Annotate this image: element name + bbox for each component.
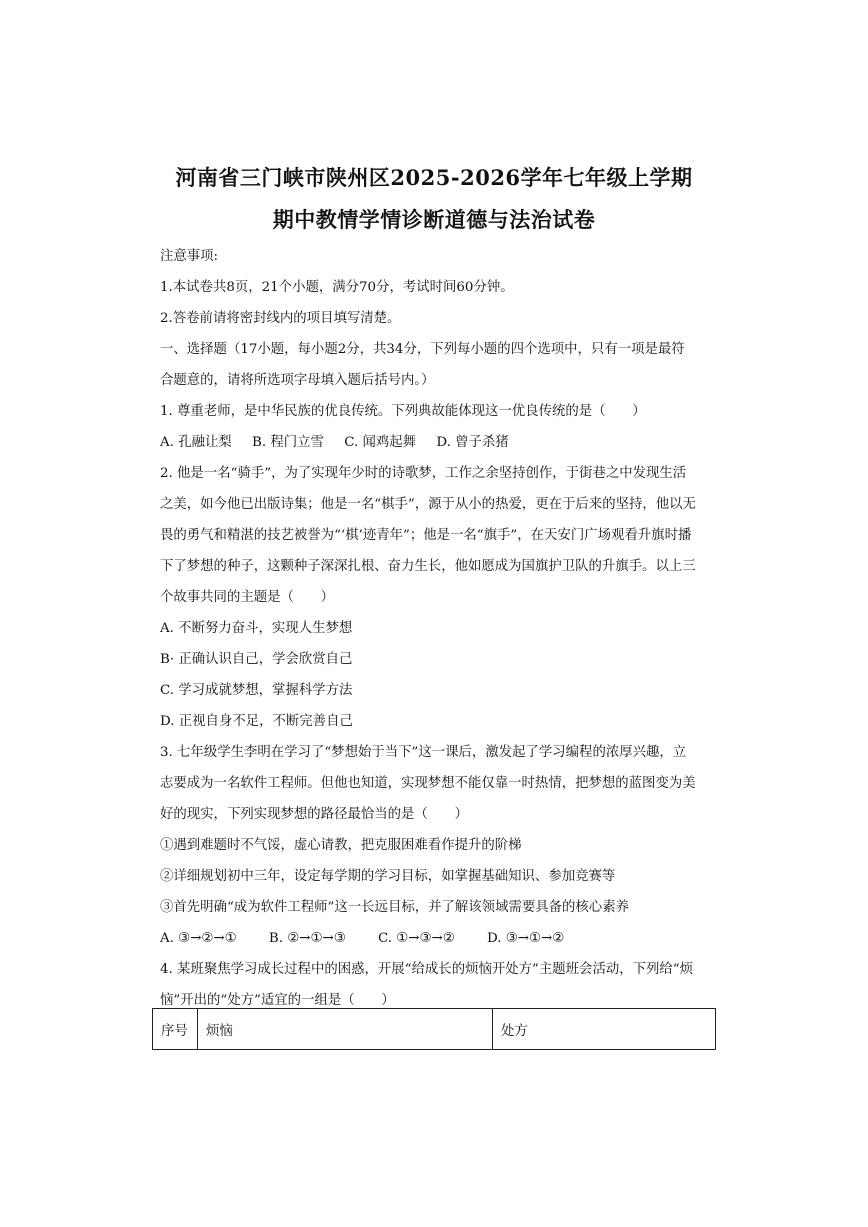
q3-item-2: ②详细规划初中三年，设定每学期的学习目标，如掌握基础知识、参加竞赛等 [160,869,616,884]
q2-stem-line4: 下了梦想的种子，这颗种子深深扎根、奋力生长，他如愿成为国旗护卫队的升旗手。以上三 [160,559,696,574]
table-header-index: 序号 [153,1009,198,1050]
q2-option-d: D. 正视自身不足，不断完善自己 [160,714,353,729]
notes-heading: 注意事项: [160,249,219,264]
q3-stem-line3: 好的现实，下列实现梦想的路径最恰当的是（ ） [160,807,468,822]
table-header-prescription: 处方 [493,1009,716,1050]
q4-table [152,1008,716,1050]
q1-option-a: A. 孔融让梨 [160,435,232,450]
section1-instruction-line1: 一、选择题（17小题，每小题2分，共34分，下列每小题的四个选项中，只有一项是最符 [160,342,685,357]
q1-option-d: D. 曾子杀猪 [436,435,509,450]
q3-option-c: C. ①→③→② [377,931,455,946]
q4-stem-line1: 4. 某班聚焦学习成长过程中的困惑，开展“给成长的烦恼开处方”主题班会活动，下列给“烦 [160,962,694,977]
notes-item-1: 1.本试卷共8页，21个小题，满分70分，考试时间60分钟。 [160,280,514,295]
q1-option-c: C. 闻鸡起舞 [344,435,417,450]
exam-title-line2: 期中教情学情诊断道德与法治试卷 [272,207,596,232]
q1-stem: 1. 尊重老师，是中华民族的优良传统。下列典故能体现这一优良传统的是（ ） [160,404,646,419]
q1-option-b: B. 程门立雪 [252,435,324,450]
section1-instruction-line2: 合题意的，请将所选项字母填入题后括号内。） [160,373,435,388]
table-header-row [153,1009,716,1050]
q2-stem-line1: 2. 他是一名“骑手”，为了实现年少时的诗歌梦，工作之余坚持创作，于街巷之中发现生活 [160,466,687,481]
exam-content [160,241,712,1016]
q2-option-b: B· 正确认识自己，学会欣赏自己 [160,652,353,667]
table-header-worry: 烦恼 [198,1009,493,1050]
q2-stem-line2: 之美，如今他已出版诗集；他是一名“棋手”，源于从小的热爱，更在于后来的坚持，他以无 [160,497,696,512]
q1-options [160,427,712,458]
q3-item-1: ①遇到难题时不气馁，虚心请教，把克服困难看作提升的阶梯 [160,838,522,853]
q3-option-d: D. ③→①→② [486,931,565,946]
q3-stem-line1: 3. 七年级学生李明在学习了“梦想始于当下”这一课后，激发起了学习编程的浓厚兴趣，立 [160,745,687,760]
q2-stem-line3: 畏的勇气和精湛的技艺被誉为“‘棋’迹青年”；他是一名“旗手”，在天安门广场观看升旗时播 [160,528,692,543]
notes-item-2: 2.答卷前请将密封线内的项目填写清楚。 [160,311,401,326]
q3-item-3: ③首先明确“成为软件工程师”这一长远目标，并了解该领域需要具备的核心素养 [160,900,629,915]
q3-option-b: B. ②→①→③ [268,931,346,946]
q3-options [160,923,712,954]
q4-stem-line2: 恼”开出的“处方”适宜的一组是（ ） [160,993,395,1008]
q2-option-a: A. 不断努力奋斗，实现人生梦想 [160,621,353,636]
q3-option-a: A. ③→②→① [160,931,237,946]
q2-option-c: C. 学习成就梦想，掌握科学方法 [160,683,353,698]
exam-title-line1: 河南省三门峡市陕州区2025-2026学年七年级上学期 [175,165,693,190]
q2-stem-line5: 个故事共同的主题是（ ） [160,590,335,605]
q3-stem-line2: 志要成为一名软件工程师。但他也知道，实现梦想不能仅靠一时热情，把梦想的蓝图变为美 [160,776,696,791]
